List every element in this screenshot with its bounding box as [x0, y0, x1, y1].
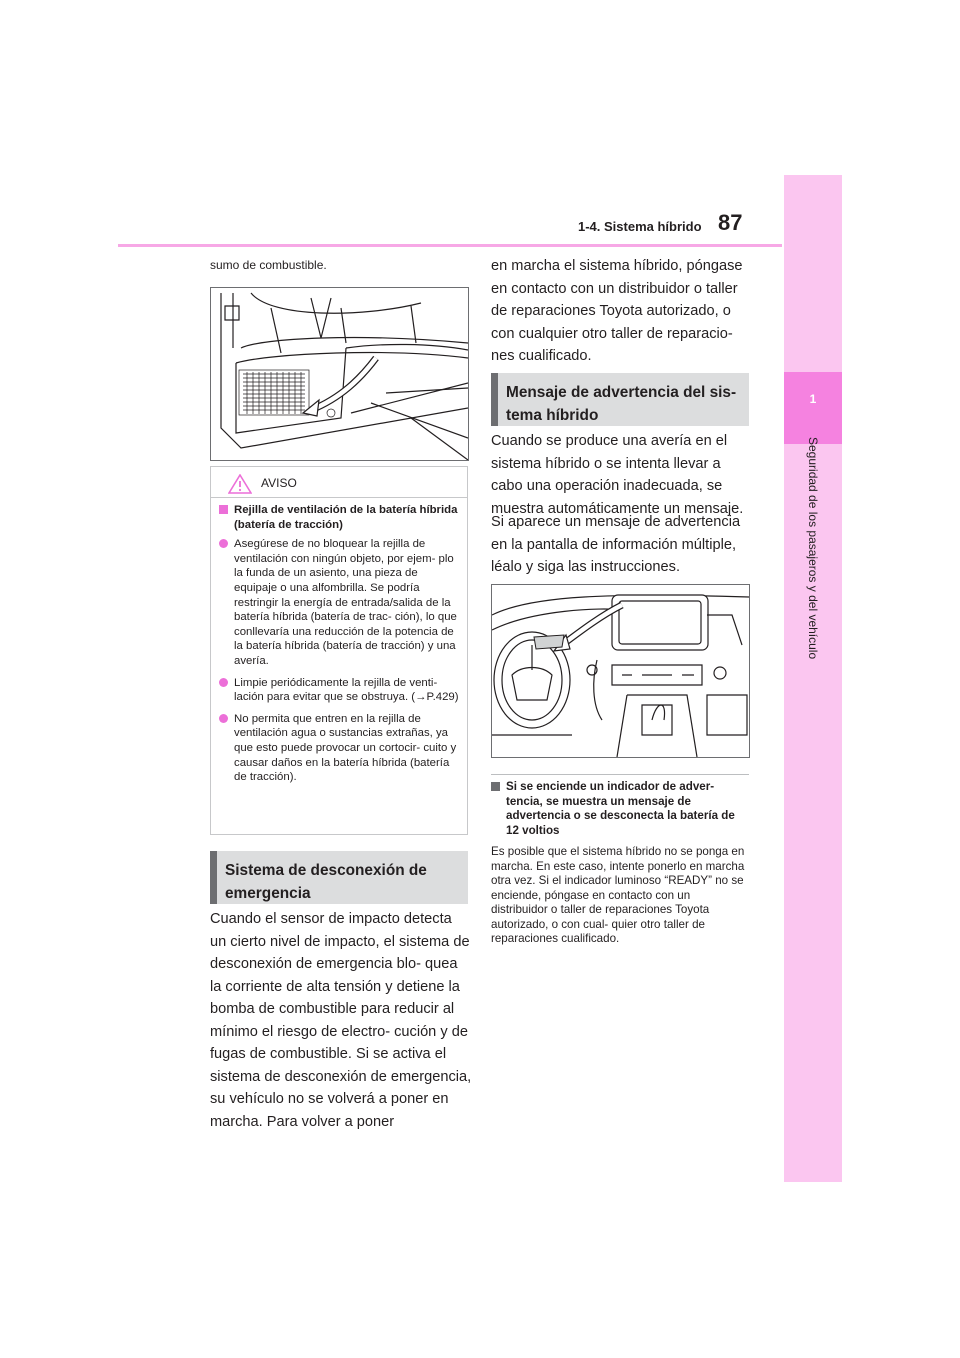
caution-bullet-text: Limpie periódicamente la rejilla de venti- lación para evitar que se obstruya. (→P.429): [234, 676, 459, 704]
caution-subheading-text: Rejilla de ventilación de la batería híbrida (batería de tracción): [234, 504, 458, 531]
note-heading: [491, 780, 747, 838]
caution-bullet-text: Asegúrese de no bloquear la rejilla de ventilación con ningún objeto, por ejem- plo la funda de un asiento, una pieza de equipaje o una alfombrilla. Se podría restringir la energía de entrada/salida de la batería híbrida (batería de trac- ción), lo que conllevaría una reducción de la potencia de la batería híbrida (batería de tracción) y una avería.: [234, 538, 457, 667]
round-bullet-icon: [219, 539, 228, 548]
rear-seat-vent-drawing: [211, 288, 468, 460]
illustration-battery-vent: [210, 287, 469, 461]
warning-paragraph-2: Si aparece un mensaje de advertencia en la pantalla de información múltiple, léalo y siga las instrucciones.: [491, 514, 741, 575]
continuation-text: en marcha el sistema híbrido, póngase en contacto con un distribuidor o taller de reparaciones Toyota autorizado, o con cualquier otro taller de reparacio- nes cualificado.: [491, 258, 743, 364]
caution-title: AVISO: [261, 476, 297, 490]
page-number: 87: [718, 210, 743, 235]
chapter-number: 1: [809, 392, 817, 406]
note-heading-text: Si se enciende un indicador de adver- tencia, se muestra un mensaje de advertencia o se desconecta la batería de 12 voltios: [506, 780, 735, 837]
caution-bullet-text: No permita que entren en la rejilla de ventilación agua o sustancias extrañas, ya que esto puede provocar un cortocir- cuito y causar daños en la batería híbrida (batería de tracción).: [234, 712, 457, 784]
header-rule: [118, 244, 782, 247]
intro-text: sumo de combustible.: [210, 258, 327, 272]
caution-bullet: [219, 537, 463, 668]
round-bullet-icon: [219, 678, 228, 687]
caution-body: [219, 503, 463, 792]
round-bullet-icon: [219, 714, 228, 723]
square-bullet-icon: [491, 782, 500, 791]
illustration-dashboard: [491, 584, 750, 758]
dashboard-display-drawing: [492, 585, 749, 757]
warning-paragraph-1: Cuando se produce una avería en el sistema híbrido o se intenta llevar a cabo una operación inadecuada, se muestra automáticamente un mensaje.: [491, 433, 744, 517]
note-text: Es posible que el sistema híbrido no se ponga en marcha. En este caso, intente ponerlo en marcha otra vez. Si el indicador luminoso “READY” no se enciende, póngase en contacto con un distribuidor o taller de reparaciones Toyota autorizado, o con cual- quier otro taller de reparaciones cualificado.: [491, 845, 745, 945]
note-block: [491, 780, 747, 947]
emergency-heading: Sistema de desconexión de emergencia: [210, 851, 468, 904]
caution-bullet: [219, 712, 463, 785]
warning-triangle-icon: [228, 474, 252, 494]
caution-subheading: [219, 503, 463, 532]
chapter-tab-marker: [784, 372, 842, 444]
chapter-title: Seguridad de los pasajeros y del vehículo: [806, 437, 820, 660]
caution-box: [210, 466, 468, 835]
emergency-text: Cuando el sensor de impacto detecta un cierto nivel de impacto, el sistema de desconexión de emergencia blo- quea la corriente de alta tensión y detiene la bomba de combustible para reducir al mínimo el riesgo de electro- cución y de fugas de combustible. Si se activa el sistema de desconexión de emergencia, su vehículo no se volverá a poner en marcha. Para volver a poner: [210, 911, 472, 1130]
section-title: 1-4. Sistema híbrido: [578, 219, 702, 234]
square-bullet-icon: [219, 505, 228, 514]
warning-heading: Mensaje de advertencia del sis- tema híbrido: [491, 373, 749, 426]
section-divider: [491, 774, 749, 775]
caution-bullet: [219, 676, 463, 705]
caution-header: [211, 467, 467, 498]
